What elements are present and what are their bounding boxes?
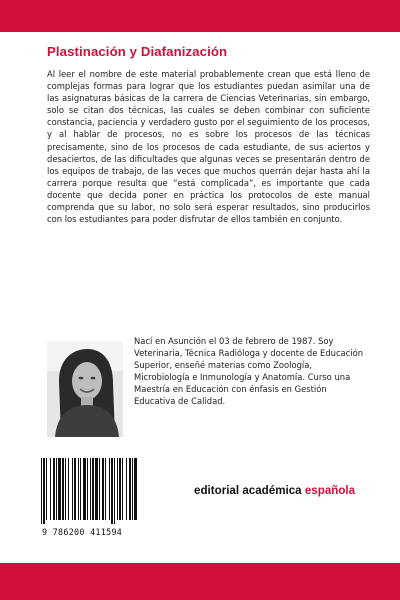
barcode-bar [90,458,91,520]
barcode-bar [56,458,57,520]
barcode-bar [41,458,42,524]
publisher-name: editorial académica [194,484,305,497]
barcode-bar [117,458,118,520]
barcode-bar [122,458,123,520]
barcode-bar [95,458,98,520]
barcode-bar [111,458,113,524]
publisher-logo [194,484,374,497]
barcode-bar [78,458,79,520]
barcode-bar [87,458,88,520]
barcode-bar [119,458,121,520]
barcode-bar [62,458,64,520]
barcode-bar [72,458,73,520]
isbn-digits: 9 786200 411594 [42,527,123,537]
top-color-band [0,0,400,32]
author-bio: Nací en Asunción el 03 de febrero de 1987. Soy Veterinaria, Técnica Radióloga y docente de Educación Superior, enseñé materias como Zoología, Microbiología e Inmunología y Anatomía. Curso una Maestría en Educación con énfasis en Gestión Educativa de Calidad. [134,336,364,407]
barcode-bar [92,458,94,520]
barcode-bar [134,458,137,520]
barcode-bar [74,458,76,520]
barcode-bar [65,458,66,520]
barcode-bar [83,458,86,520]
barcode-bar [80,458,81,520]
author-photo [47,341,123,437]
bottom-color-band [0,563,400,600]
barcode-bar [53,458,55,520]
barcode-bar [58,458,61,520]
publisher-name-accent: española [304,484,356,497]
barcode-bar [109,458,110,520]
book-title: Plastinación y Diafanización [47,44,228,59]
book-abstract: Al leer el nombre de este material probablemente crean que está lleno de complejas formas para lograr que los estudiantes puedan asimilar una de las asignaturas básicas de la carrera de Ciencias Veterinarias, sin embargo, solo se citan dos técnicas, las cuales se deben combinar con suficiente constancia, paciencia y verdadero gusto por el seguimiento de los procesos, y al hablar de procesos, no es sobre los procesos de las técnicas precisamente, sino de los procesos de cada estudiante, de sus aciertos y desaciertos, de las dificultades que algunas veces se presentarán dentro de los equipos de trabajo, de las veces que muchos querrán dejar hasta ahí la carrera porque resulta que “está complicada”, es importante que cada docente que decida poner en práctica los protocolos de este manual comprenda que su labor, no solo será esperar resultados, sino producirlos con los estudiantes para poder disfrutar de ellos también en conjunto. [47,69,370,225]
barcode-bar [102,458,104,520]
barcode-bar [99,458,100,520]
barcode-bar [46,458,47,520]
barcode-bar [132,458,133,520]
barcode-bar [129,458,131,520]
barcode-bar [50,458,51,520]
barcode-bar [105,458,106,520]
barcode-bar [68,458,69,520]
barcode-bar [43,458,45,524]
barcode-bar [126,458,127,520]
barcode-bar [114,458,115,524]
